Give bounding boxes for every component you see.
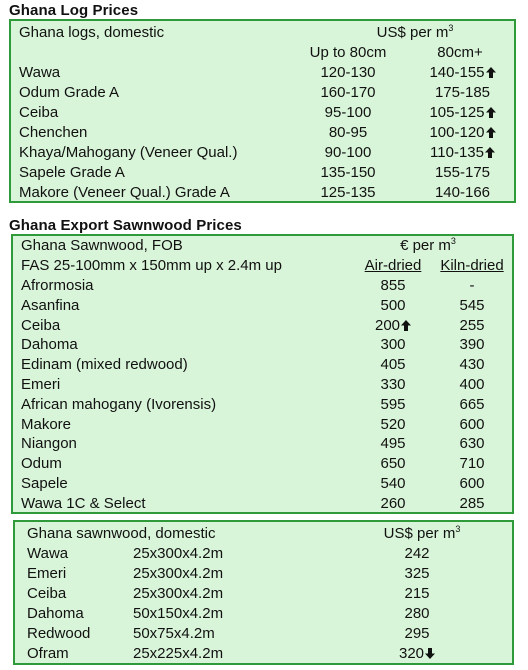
species-name-text: Wawa [27,545,69,562]
grade-spec [21,256,282,276]
price-kiln-dried [431,335,513,355]
price [377,644,457,664]
price-text: 650 [380,455,406,473]
price-text: 400 [459,376,485,393]
price-text: 405 [380,356,406,374]
table-row [11,183,514,203]
price-text: 595 [380,395,406,413]
price-text: 390 [459,336,485,354]
header-row [11,23,514,43]
price-air-dried [353,474,433,494]
species-name-text: African mahogany (Ivorensis) [21,395,217,413]
column-header-text: Kiln-dried [440,257,504,274]
dimension-text: 25x300x4.2m [133,565,224,582]
table-row [13,276,512,296]
price-small-diameter [303,143,393,163]
price-text: 495 [380,435,406,453]
species-name-text: Ceiba [21,316,61,334]
column-header [293,43,403,63]
price-air-dried [353,316,433,336]
price-text: 140-166 [434,184,491,201]
price-kiln-dried [431,375,513,395]
arrow-down-icon [425,648,435,659]
species-name-text: Redwood [27,625,91,642]
species-name [19,143,237,163]
dimension-text: 50x75x4.2m [133,625,215,642]
price [377,564,457,584]
dimension [133,644,223,664]
species-name-text: Dahoma [21,336,78,354]
price-text: 320 [398,645,425,662]
species-name-text: Odum Grade A [19,84,120,101]
price-text: 90-100 [324,144,372,161]
species-name [19,63,60,83]
price-text: 255 [459,316,485,334]
table-row [15,584,512,604]
species-name-text: Sapele Grade A [19,164,125,181]
unit-superscript: 3 [455,524,461,534]
species-name [21,434,77,454]
price-kiln-dried [431,415,513,435]
grade-spec-text: FAS 25-100mm x 150mm up x 2.4m up [21,257,282,274]
price-text: 100-120 [429,124,485,141]
price-air-dried [353,355,433,375]
table-row [15,604,512,624]
price-air-dried [353,454,433,474]
price-large-diameter [415,123,510,143]
table-row [15,644,512,664]
column-header [431,256,513,276]
species-name [27,564,66,584]
unit-superscript: 3 [448,23,454,33]
log-prices-heading: Ghana Log Prices [9,2,139,19]
species-name-text: Niangon [21,435,77,453]
price-text: 300 [380,336,406,354]
log-prices-table [9,19,516,203]
price-small-diameter [303,183,393,203]
table-row [13,494,512,514]
species-name-text: Afrormosia [21,277,94,294]
price-text: 665 [459,395,485,413]
price-air-dried [353,415,433,435]
species-name-text: Dahoma [27,605,84,622]
price [377,604,457,624]
price [377,584,457,604]
table-row [13,335,512,355]
price-kiln-dried [431,316,513,336]
species-name-text: Edinam (mixed redwood) [21,356,188,374]
price-kiln-dried [431,276,513,296]
currency-header [353,236,503,256]
table-row [11,123,514,143]
species-name-text: Ceiba [27,585,67,602]
price [377,544,457,564]
price-text: 325 [404,565,430,582]
dimension-text: 25x300x4.2m [133,585,224,602]
price [377,624,457,644]
species-name [19,103,58,123]
table-row [13,355,512,375]
column-header [415,43,505,63]
price-kiln-dried [431,355,513,375]
price-text: 500 [380,296,406,314]
table-row [11,143,514,163]
currency-header [347,524,497,544]
price-small-diameter [303,163,393,183]
dimension [133,544,223,564]
price-text: 80-95 [328,124,368,141]
species-name [27,544,68,564]
price-text: 710 [459,455,485,473]
price-large-diameter [415,103,510,123]
table-row [11,103,514,123]
price-text: 600 [459,415,485,433]
price-text: 630 [459,435,485,453]
species-name [21,454,62,474]
price-text: 285 [459,494,485,512]
table-label [21,236,183,256]
export-sawnwood-table [11,234,514,514]
header-row [13,236,512,256]
species-name-text: Makore (Veneer Qual.) Grade A [19,184,230,201]
price-text: 295 [404,625,430,642]
table-label-text: Ghana logs, domestic [19,24,165,41]
price-text: 135-150 [320,164,376,181]
species-name-text: Ofram [27,645,69,662]
price-text: 280 [404,605,430,622]
species-name [21,355,188,375]
price-kiln-dried [431,474,513,494]
table-row [13,375,512,395]
table-label-text: Ghana sawnwood, domestic [27,525,216,542]
price-kiln-dried [431,296,513,316]
species-name [19,83,119,103]
table-row [13,415,512,435]
price-text: 140-155 [429,64,485,81]
price-text: 430 [459,356,485,374]
table-row [15,624,512,644]
species-name [21,296,79,316]
price-text: 110-135 [430,144,484,161]
species-name [21,316,60,336]
unit-superscript: 3 [450,236,456,246]
species-name [19,163,125,183]
price-text: 545 [459,296,485,314]
table-label [19,23,164,43]
price-large-diameter [415,163,510,183]
table-row [13,434,512,454]
column-header-row [13,256,512,276]
price-kiln-dried [431,454,513,474]
column-header [353,256,433,276]
dimension [133,584,223,604]
column-header-text: Up to 80cm [309,44,387,61]
dimension-text: 25x300x4.2m [133,545,224,562]
price-air-dried [353,434,433,454]
price-text: 215 [404,585,430,602]
species-name [27,644,69,664]
price-text: 200 [374,316,401,334]
currency-header [315,23,515,43]
price-air-dried [353,375,433,395]
species-name [21,375,60,395]
column-header-text: 80cm+ [437,44,483,61]
price-air-dried [353,494,433,514]
price-kiln-dried [431,494,513,514]
species-name-text: Makore [21,415,72,433]
species-name [21,335,78,355]
species-name-text: Khaya/Mahogany (Veneer Qual.) [19,144,238,161]
arrow-up-icon [486,67,496,78]
species-name-text: Emeri [21,376,61,393]
dimension [133,604,223,624]
table-row [15,544,512,564]
arrow-up-icon [485,147,495,158]
dimension [133,564,223,584]
price-large-diameter [415,83,510,103]
table-row [11,83,514,103]
species-name [19,123,87,143]
price-kiln-dried [431,395,513,415]
species-name [21,395,216,415]
price-text: - [469,277,475,294]
price-text: 155-175 [434,164,491,181]
dimension-text: 25x225x4.2m [133,645,224,662]
table-row [11,63,514,83]
arrow-up-icon [486,127,496,138]
price-air-dried [353,276,433,296]
dimension-text: 50x150x4.2m [133,605,224,622]
table-label [27,524,215,544]
species-name-text: Asanfina [21,296,80,314]
column-header-text: Air-dried [364,257,422,274]
species-name-text: Wawa [19,64,61,81]
species-name [21,474,68,494]
species-name-text: Ceiba [19,104,59,121]
species-name [21,415,71,435]
currency-text: US$ per m [376,24,449,41]
species-name-text: Odum [21,455,62,473]
price-text: 520 [380,415,406,433]
table-row [13,316,512,336]
species-name [19,183,230,203]
species-name-text: Chenchen [19,124,88,141]
currency-text: US$ per m [383,525,456,542]
header-row [15,524,512,544]
table-row [13,454,512,474]
domestic-sawnwood-table [13,520,514,665]
price-text: 120-130 [320,64,376,81]
price-large-diameter [415,143,510,163]
price-text: 855 [380,277,406,294]
table-label-text: Ghana Sawnwood, FOB [21,237,183,254]
export-sawnwood-heading: Ghana Export Sawnwood Prices [9,217,242,234]
price-small-diameter [303,103,393,123]
species-name [21,276,94,296]
price-text: 160-170 [320,84,376,101]
table-row [13,395,512,415]
species-name [27,624,90,644]
price-text: 540 [380,475,406,492]
price-air-dried [353,335,433,355]
price-small-diameter [303,123,393,143]
species-name [27,584,66,604]
price-large-diameter [415,63,510,83]
price-air-dried [353,296,433,316]
table-row [13,474,512,494]
table-row [15,564,512,584]
price-text: 125-135 [320,184,376,201]
price-text: 105-125 [429,104,485,121]
column-header-row [11,43,514,63]
price-text: 95-100 [324,104,372,121]
table-row [13,296,512,316]
currency-text: € per m [400,237,451,254]
species-name-text: Sapele [21,475,68,492]
price-air-dried [353,395,433,415]
species-name [21,494,146,514]
price-large-diameter [415,183,510,203]
price-text: 175-185 [434,84,491,101]
price-kiln-dried [431,434,513,454]
species-name [27,604,84,624]
price-text: 600 [459,475,485,492]
price-text: 330 [380,376,406,393]
price-small-diameter [303,63,393,83]
table-row [11,163,514,183]
price-small-diameter [303,83,393,103]
price-text: 260 [380,494,406,512]
arrow-up-icon [401,320,411,331]
species-name-text: Wawa 1C & Select [21,494,146,512]
price-text: 242 [404,545,430,562]
species-name-text: Emeri [27,565,67,582]
dimension [133,624,215,644]
arrow-up-icon [486,107,496,118]
